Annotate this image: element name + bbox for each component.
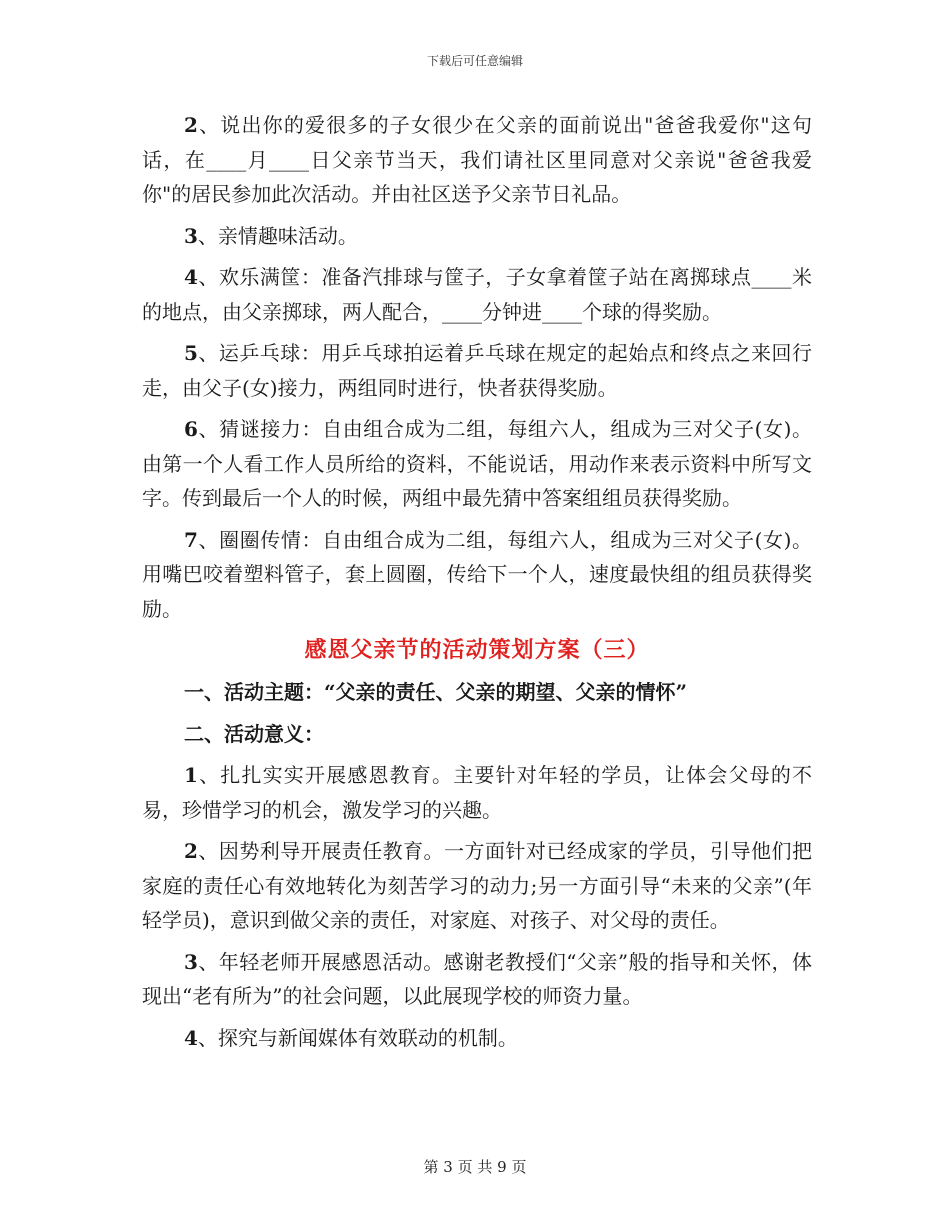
item-number: 5	[184, 341, 198, 365]
paragraph-text: 、亲情趣味活动。	[197, 223, 358, 248]
paragraph-item-3	[142, 219, 812, 254]
item-number: 2	[184, 113, 198, 137]
paragraph-text: 、年轻老师开展感恩活动。感谢老教授们“父亲”般的指导和关怀，体现出“老有所为”的社会问题，以此展现学校的师资力量。	[142, 949, 812, 1008]
item-number: 3	[184, 223, 198, 248]
paragraph-text: 、因势利导开展责任教育。一方面针对已经成家的学员，引导他们把家庭的责任心有效地转化为刻苦学习的动力;另一方面引导“未来的父亲”(年轻学员)，意识到做父亲的责任，对家庭、对孩子、对父母的责任。	[142, 839, 812, 932]
paragraph-text: 、欢乐满筐：准备汽排球与筐子，子女拿着筐子站在离掷球点____米的地点，由父亲掷球，两人配合，____分钟进____个球的得奖励。	[142, 265, 812, 324]
paragraph-text: 、扎扎实实开展感恩教育。主要针对年轻的学员，让体会父母的不易，珍惜学习的机会，激发学习的兴趣。	[142, 763, 812, 822]
paragraph-item-6	[142, 412, 812, 516]
paragraph-text: 、探究与新闻媒体有效联动的机制。	[197, 1025, 518, 1050]
heading-significance: 二、活动意义：	[184, 721, 324, 746]
paragraph-item-4	[142, 260, 812, 329]
item-number: 3	[184, 949, 198, 974]
item-number: 4	[184, 265, 198, 289]
paragraph-text: 、运乒乓球：用乒乓球拍运着乒乓球在规定的起始点和终点之来回行走，由父子(女)接力，两组同时进行，快者获得奖励。	[142, 341, 812, 400]
item-number: 2	[184, 839, 198, 863]
paragraph-item-7	[142, 523, 812, 627]
item-number: 4	[184, 1025, 198, 1050]
paragraph-item-2b	[142, 834, 812, 938]
document-body	[142, 108, 812, 1062]
section-title: 感恩父亲节的活动策划方案（三）	[304, 637, 650, 663]
paragraph-item-1	[142, 758, 812, 827]
page-footer: 第 3 页 共 9 页	[423, 1158, 527, 1176]
page-header: 下载后可任意编辑	[426, 54, 523, 68]
paragraph-text: 、猜谜接力：自由组合成为二组，每组六人，组成为三对父子(女)。由第一个人看工作人员所给的资料，不能说话，用动作来表示资料中所写文字。传到最后一个人的时候，两组中最先猜中答案组组员获得奖励。	[142, 417, 812, 510]
heading-theme: 一、活动主题：“父亲的责任、父亲的期望、父亲的情怀”	[184, 680, 688, 704]
item-number: 1	[184, 763, 198, 787]
paragraph-item-2	[142, 108, 812, 212]
paragraph-item-5	[142, 336, 812, 405]
paragraph-text: 、说出你的爱很多的子女很少在父亲的面前说出"爸爸我爱你"这句话，在____月____日父亲节当天，我们请社区里同意对父亲说"爸爸我爱你"的居民参加此次活动。并由社区送予父亲节日礼品。	[142, 113, 812, 206]
paragraph-item-3b	[142, 945, 812, 1014]
item-number: 7	[184, 527, 198, 552]
item-number: 6	[184, 417, 198, 441]
paragraph-text: 、圈圈传情：自由组合成为二组，每组六人，组成为三对父子(女)。用嘴巴咬着塑料管子，套上圆圈，传给下一个人，速度最快组的组员获得奖励。	[142, 527, 812, 621]
paragraph-item-4b	[142, 1021, 812, 1056]
